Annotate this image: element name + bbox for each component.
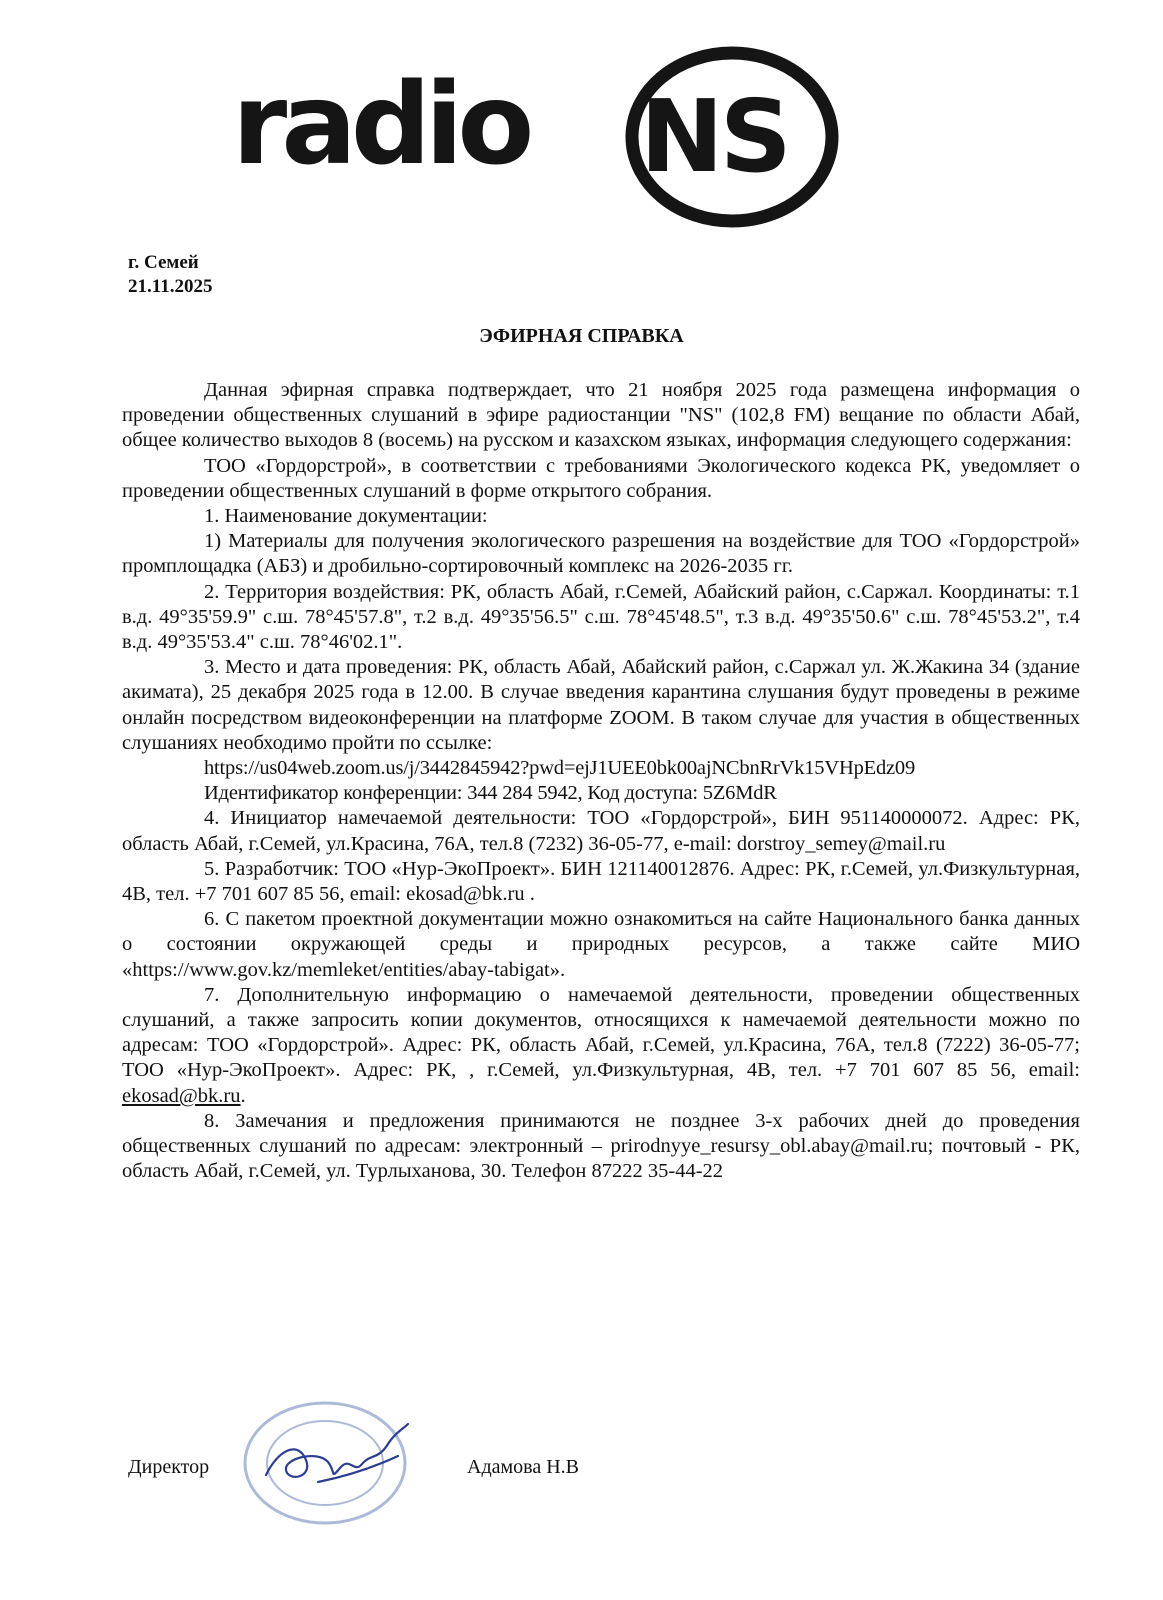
paragraph-notice: ТОО «Гордорстрой», в соответствии с требованиями Экологического кодекса РК, уведомляет о проведении общественных слушаний в форме открытого собрания.: [122, 454, 1080, 502]
logo-graphic: [232, 45, 842, 230]
email-link[interactable]: ekosad@bk.ru: [122, 1084, 241, 1107]
paragraph-item-8: 8. Замечания и предложения принимаются не позднее 3-х рабочих дней до проведения общественных слушаний по адресам: электронный – prirodnyye_resursy_obl.abay@mail.ru; почтовый - РК, область Абай, г.Семей, ул. Турлыханова, 30. Телефон 87222 35-44-22: [122, 1109, 1080, 1183]
paragraph-item-1: 1) Материалы для получения экологического разрешения на воздействие для ТОО «Гордорстрой» промплощадка (АБЗ) и дробильно-сортировочный комплекс на 2026-2035 гг.: [122, 530, 1080, 578]
paragraph-item-4: 4. Инициатор намечаемой деятельности: ТОО «Гордорстрой», БИН 951140000072. Адрес: РК, область Абай, г.Семей, ул.Красина, 76А, тел.8 (7232) 36-05-77, e-mail: dorstroy_semey@mail.ru: [122, 807, 1080, 855]
paragraph-item-7-text: 7. Дополнительную информацию о намечаемой деятельности, проведении общественных слушаний, а также запросить копии документов, относящихся к намечаемой деятельности можно по адресам: ТОО «Гордорстрой». Адрес: РК, область Абай, г.Семей, ул.Красина, 76А, тел.8 (7222) 36-05-77; ТОО «Нур-ЭкоПроект». Адрес: РК, , г.Семей, ул.Физкультурная, 4В, тел. +7 701 607 85 56, email:: [122, 983, 1080, 1082]
conference-id: Идентификатор конференции: 344 284 5942, Код доступа: 5Z6MdR: [204, 782, 777, 805]
logo-word-radio: radio: [232, 60, 529, 190]
date: 21.11.2025: [128, 276, 213, 297]
paragraph-item-6: 6. С пакетом проектной документации можно ознакомиться на сайте Национального банка данных о состоянии окружающей среды и природных ресурсов, а также сайте МИО «https://www.gov.kz/memleket/entities/abay-tabigat».: [122, 908, 1080, 981]
paragraph-intro: Данная эфирная справка подтверждает, что 21 ноября 2025 года размещена информация о проведении общественных слушаний в эфире радиостанции "NS" (102,8 FM) вещание по области Абай, общее количество выходов 8 (восемь) на русском и казахском языках, информация следующего содержания:: [122, 379, 1080, 452]
document-body: [122, 378, 1080, 1185]
city: г. Семей: [128, 252, 199, 273]
paragraph-item-3: 3. Место и дата проведения: РК, область Абай, Абайский район, с.Саржал ул. Ж.Жакина 34 (здание акимата), 25 декабря 2025 года в 12.00. В случае введения карантина слушания будут проведены в режиме онлайн посредством видеоконференции на платформе ZOOM. В таком случае для участия в общественных слушаниях необходимо пройти по ссылке:: [122, 656, 1080, 754]
logo-word-ns: NS: [640, 78, 788, 195]
zoom-link[interactable]: https://us04web.zoom.us/j/3442845942?pwd=ejJ1UEE0bk00ajNCbnRrVk15VHpEdz09: [204, 757, 915, 780]
header-block: [128, 251, 212, 299]
paragraph-doc-heading: 1. Наименование документации:: [204, 505, 488, 528]
paragraph-item-5: 5. Разработчик: ТОО «Нур-ЭкоПроект». БИН 121140012876. Адрес: РК, г.Семей, ул.Физкультурная, 4В, тел. +7 701 607 85 56, email: ekosad@bk.ru .: [122, 857, 1080, 906]
paragraph-item-7: 7. Дополнительную информацию о намечаемой деятельности, проведении общественных слушаний, а также запросить копии документов, относящихся к намечаемой деятельности можно по адресам: ТОО «Гордорстрой». Адрес: РК, область Абай, г.Семей, ул.Красина, 76А, тел.8 (7222) 36-05-77; ТОО «Нур-ЭкоПроект». Адрес: РК, , г.Семей, ул.Физкультурная, 4В, тел. +7 701 607 85 56, email: ekosad@bk.ru.: [122, 983, 1080, 1107]
director-name: Адамова Н.В: [467, 1456, 579, 1478]
radio-ns-logo: [232, 45, 842, 230]
document-title: ЭФИРНАЯ СПРАВКА: [479, 325, 684, 347]
director-label: Директор: [128, 1456, 210, 1478]
signature: [258, 1420, 418, 1500]
paragraph-item-2: 2. Территория воздействия: РК, область Абай, г.Семей, Абайский район, с.Саржал. Координаты: т.1 в.д. 49°35'59.9" с.ш. 78°45'57.8", т.2 в.д. 49°35'56.5" с.ш. 78°45'48.5", т.3 в.д. 49°35'50.6" с.ш. 78°45'53.2", т.4 в.д. 49°35'53.4" с.ш. 78°46'02.1".: [122, 580, 1080, 654]
